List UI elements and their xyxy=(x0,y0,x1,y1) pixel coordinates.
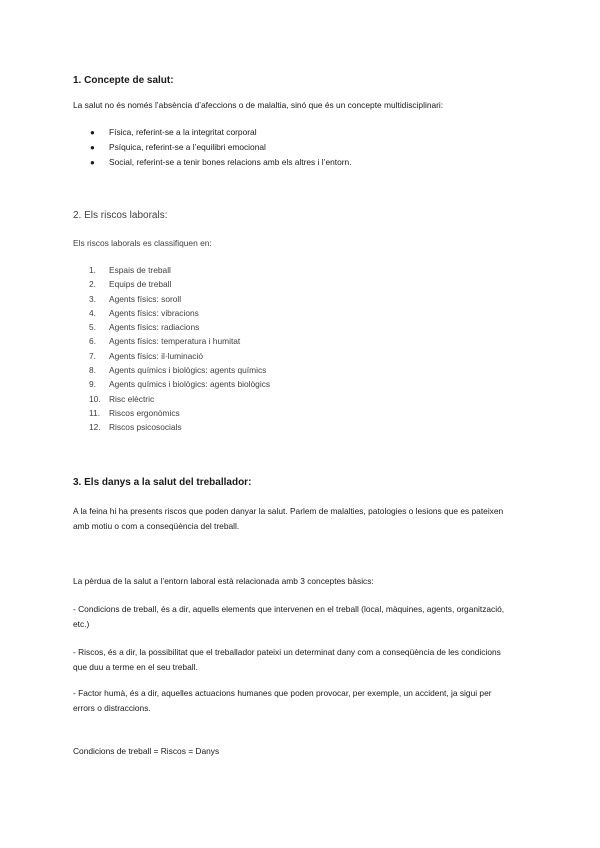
section3-paragraph-4: - Riscos, és a dir, la possibilitat que el treballador pateixi un determinat dany com a conseqüència de les condicions que duu a terme en el seu treball. xyxy=(73,647,501,672)
section2-numbered-list xyxy=(73,263,270,435)
section3-heading: 3. Els danys a la salut del treballador: xyxy=(73,477,252,488)
section3-paragraph-1: A la feina hi ha presents riscos que poden danyar la salut. Parlem de malalties, patologies o lesions que es pateixen amb motiu o com a conseqüència del treball. xyxy=(73,506,504,531)
list-item: 1. Espais de treball xyxy=(89,265,171,275)
section1-bullet-list xyxy=(73,125,352,170)
list-item: 12. Riscos psicosocials xyxy=(89,422,182,433)
section1-intro: La salut no és només l’absència d’afeccions o de malaltia, sinó que és un concepte multidisciplinari: xyxy=(73,100,444,110)
list-item: 9. Agents químics i biològics: agents biològics xyxy=(89,379,271,390)
section3-formula: Condicions de treball = Riscos = Danys xyxy=(73,746,220,756)
bullet-item: ● Física, referint-se a la integritat corporal xyxy=(73,125,352,140)
list-item: 2. Equips de treball xyxy=(89,279,172,290)
list-item: 6. Agents físics: temperatura i humitat xyxy=(89,336,241,347)
bullet-icon: ● xyxy=(90,128,95,137)
section2-heading: 2. Els riscos laborals: xyxy=(73,210,168,221)
section3-paragraph-2: La pèrdua de la salut a l’entorn laboral està relacionada amb 3 conceptes bàsics: xyxy=(73,576,374,586)
list-item: 10. Risc elèctric xyxy=(89,393,155,404)
bullet-icon: ● xyxy=(90,158,95,167)
list-item: 3. Agents físics: soroll xyxy=(89,293,182,304)
list-item: 5. Agents físics: radiacions xyxy=(89,322,200,333)
list-item: 8. Agents químics i biològics: agents químics xyxy=(89,365,267,376)
list-item: 4. Agents físics: vibracions xyxy=(89,307,199,318)
section3-paragraph-3: - Condicions de treball, és a dir, aquells elements que intervenen en el treball (local, màquines, agents, organització, etc.) xyxy=(73,604,505,629)
list-item: 7. Agents físics: il·luminació xyxy=(89,350,204,361)
section1-heading: 1. Concepte de salut: xyxy=(73,75,174,86)
section2-intro: Els riscos laborals es classifiquen en: xyxy=(73,238,212,248)
bullet-icon: ● xyxy=(90,143,95,152)
list-item: 11. Riscos ergonòmics xyxy=(89,407,180,418)
section3-paragraph-5: - Factor humà, és a dir, aquelles actuacions humanes que poden provocar, per exemple, un accident, ja sigui per errors o distraccions. xyxy=(73,688,492,713)
bullet-item: ● Social, referint-se a tenir bones relacions amb els altres i l’entorn. xyxy=(73,155,352,170)
bullet-item: ● Psíquica, referint-se a l’equilibri emocional xyxy=(73,140,352,155)
